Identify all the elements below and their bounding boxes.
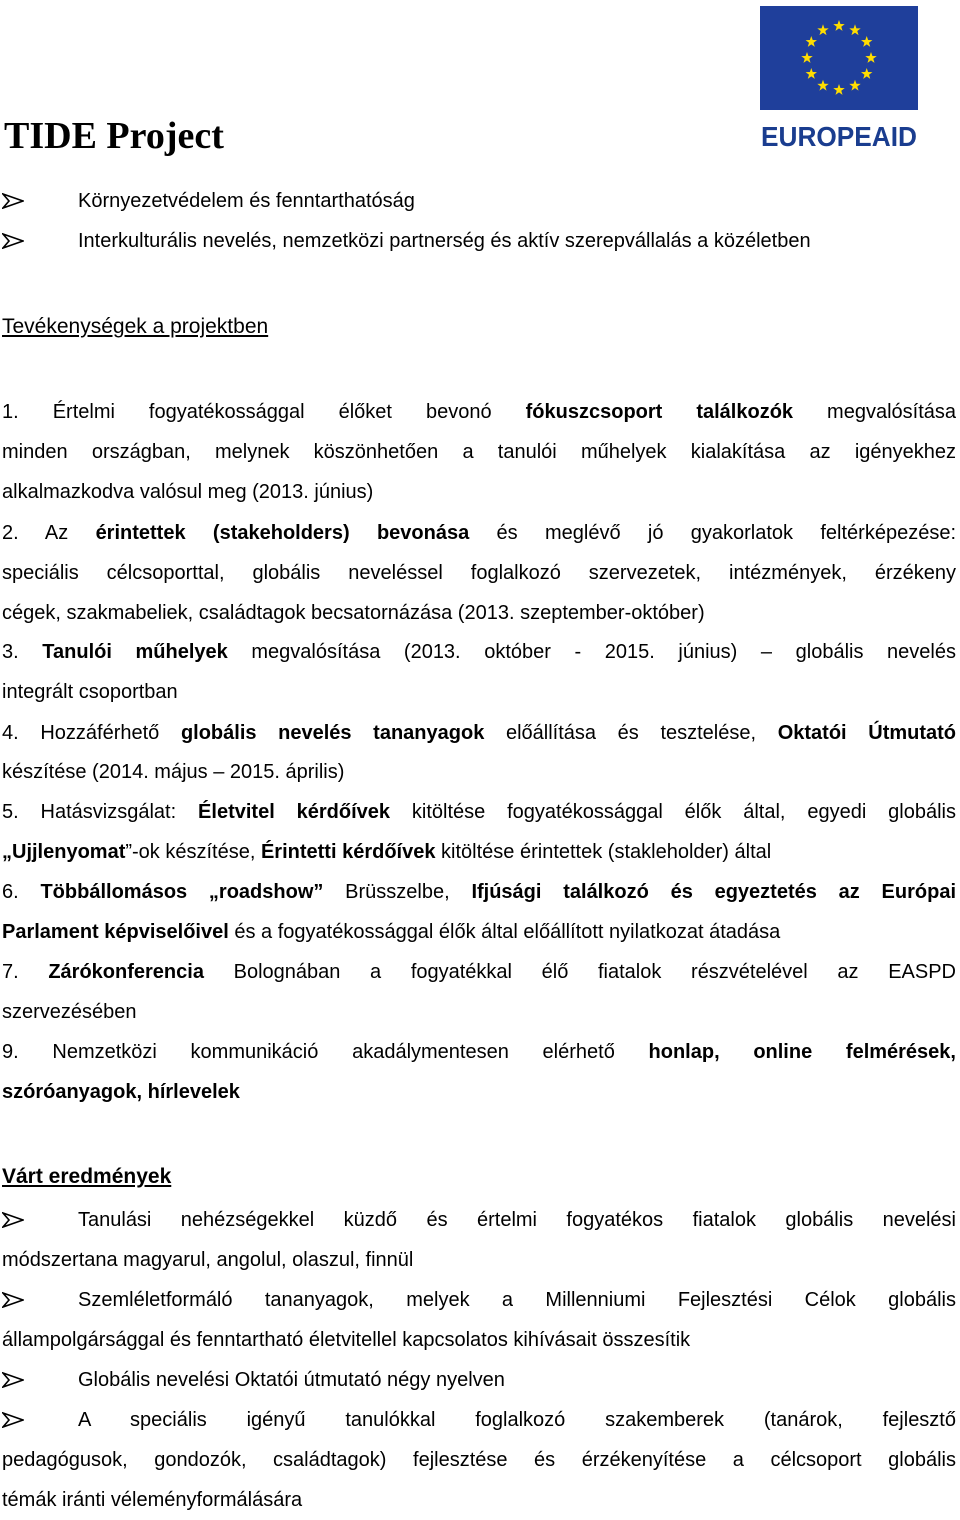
topic-list (0, 181, 958, 261)
activity-line: 9. Nemzetközi kommunikáció akadálymentesen elérhető honlap, online felmérések, (2, 1041, 956, 1063)
activity-line: cégek, szakmabeliek, családtagok becsatornázása (2013. szeptember-október) (2, 602, 705, 624)
activity-line: 2. Az érintettek (stakeholders) bevonása és meglévő jó gyakorlatok feltérképezése: (2, 522, 957, 544)
activity-line: alkalmazkodva valósul meg (2013. június) (2, 481, 374, 503)
activity-line: minden országban, melynek köszönhetően a tanulói műhelyek kialakítása az igényekhez (2, 441, 956, 463)
section-heading-activities: Tevékenységek a projektben (2, 315, 269, 338)
arrowhead-bullet-icon (2, 233, 24, 249)
result-line: A speciális igényű tanulókkal foglalkozó szakemberek (tanárok, fejlesztő (78, 1409, 956, 1431)
activity-line: 6. Többállomásos „roadshow” Brüsszelbe, Ifjúsági találkozó és egyeztetés az Európai (2, 881, 956, 903)
activity-line: Parlament képviselőivel és a fogyatékossággal élők által előállított nyilatkozat átadása (2, 921, 781, 943)
topic-text: Interkulturális nevelés, nemzetközi partnerség és aktív szerepvállalás a közéletben (78, 230, 811, 252)
activity-line: 5. Hatásvizsgálat: Életvitel kérdőívek kitöltése fogyatékossággal élők által, egyedi globális (2, 801, 956, 823)
result-line: Globális nevelési Oktatói útmutató négy nyelven (78, 1369, 505, 1391)
list-item (0, 221, 958, 261)
activity-line: 7. Zárókonferencia Bolognában a fogyatékkal élő fiatalok részvételével az EASPD (2, 961, 956, 983)
activity-line: „Ujjlenyomat”-ok készítése, Érintetti kérdőívek kitöltése érintettek (stakleholder) által (2, 841, 772, 863)
section-heading-results: Várt eredmények (2, 1165, 172, 1188)
result-line: módszertana magyarul, angolul, olaszul, finnül (2, 1249, 414, 1271)
activity-line: szervezésében (2, 1001, 137, 1023)
activity-line: készítése (2014. május – 2015. április) (2, 761, 345, 783)
arrowhead-bullet-icon (2, 193, 24, 209)
activity-line: speciális célcsoporttal, globális neveléssel foglalkozó szervezetek, intézmények, érzékeny (2, 562, 956, 584)
list-item (0, 181, 958, 221)
result-line: Tanulási nehézségekkel küzdő és értelmi fogyatékos fiatalok globális nevelési (78, 1209, 956, 1231)
activity-line: 3. Tanulói műhelyek megvalósítása (2013. október - 2015. június) – globális nevelés (2, 641, 956, 663)
result-line: pedagógusok, gondozók, családtagok) fejlesztése és érzékenyítése a célcsoport globális (2, 1449, 956, 1471)
activity-line: integrált csoportban (2, 681, 178, 703)
topic-text: Környezetvédelem és fenntarthatóság (78, 190, 415, 212)
result-line: Szemléletformáló tananyagok, melyek a Millenniumi Fejlesztési Célok globális (78, 1289, 956, 1311)
result-line: állampolgársággal és fenntartható életvitellel kapcsolatos kihívásait összesítik (2, 1329, 691, 1351)
page-title: TIDE Project (4, 115, 224, 157)
result-line: témák iránti véleményformálására (2, 1489, 303, 1511)
activity-line: 4. Hozzáférhető globális nevelés tananyagok előállítása és tesztelése, Oktatói Útmutató (2, 722, 957, 744)
activity-line: szóróanyagok, hírlevelek (2, 1081, 240, 1103)
activity-line: 1. Értelmi fogyatékossággal élőket bevonó fókuszcsoport találkozók megvalósítása (2, 401, 957, 423)
eu-flag-icon (758, 6, 920, 156)
europeaid-logo (758, 6, 920, 156)
svg-text:EUROPEAID: EUROPEAID (761, 121, 917, 152)
